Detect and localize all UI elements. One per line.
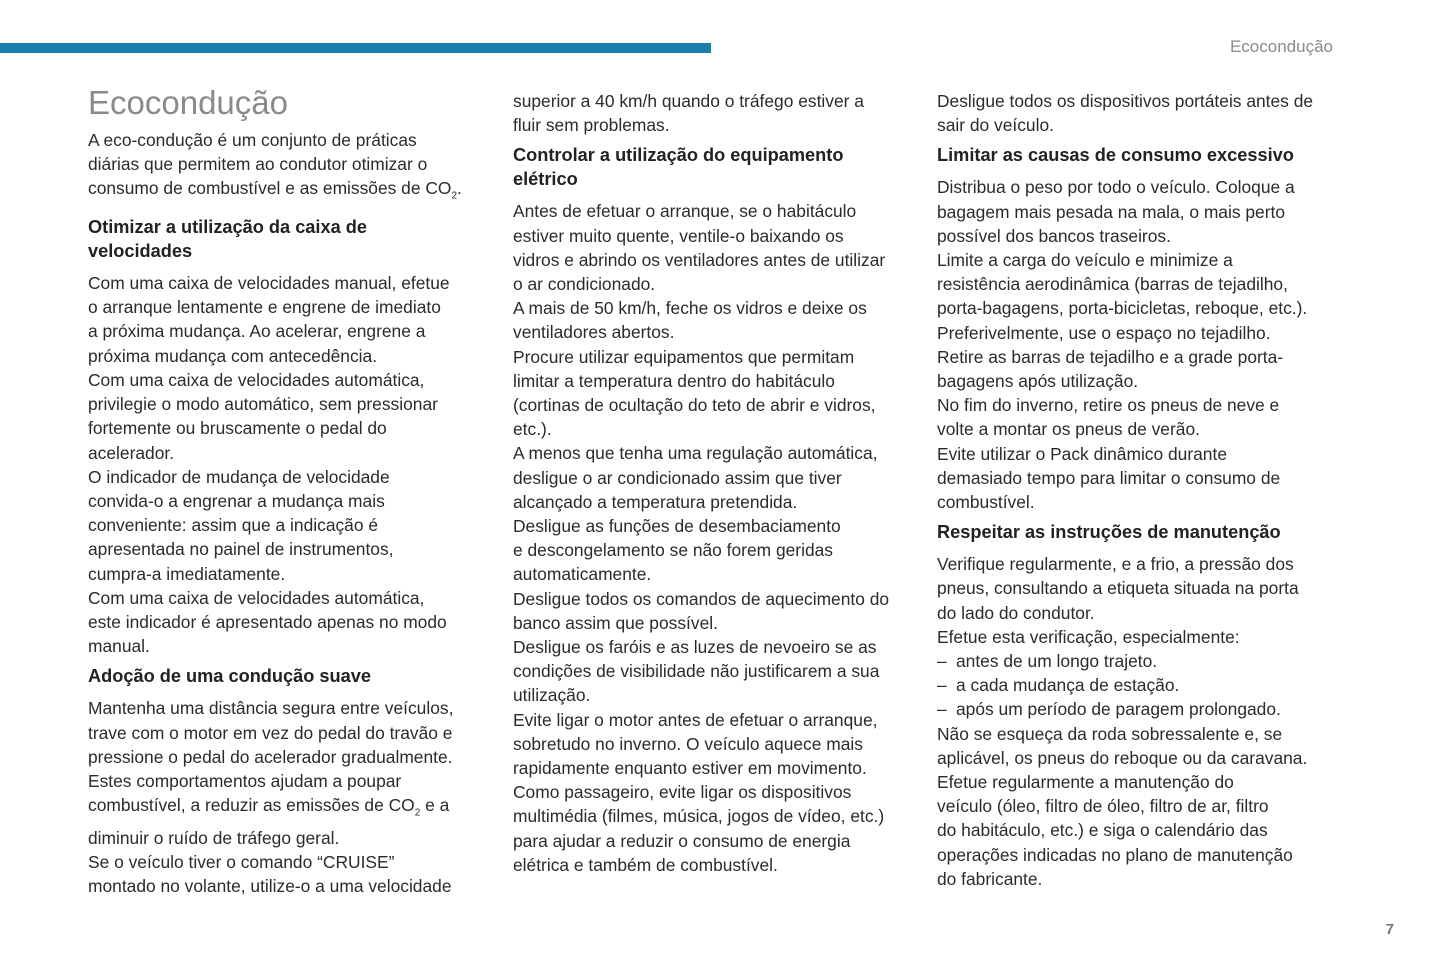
intro-paragraph: A eco-condução é um conjunto de práticas diárias que permitem ao condutor otimizar o consumo de combustível e as emissões de $CO_2$. bbox=[88, 130, 462, 202]
section-heading-smooth-driving: Adoção de uma condução suave bbox=[88, 666, 371, 687]
maintenance-paragraph: Verifique regularmente, e a frio, a pressão dos pneus, consultando a etiqueta situada na porta do lado do condutor. Efetue esta verificação, especialmente: bbox=[937, 554, 1299, 647]
continued-paragraph: Desligue todos os dispositivos portáteis antes de sair do veículo. bbox=[937, 91, 1314, 136]
dash-marker: – bbox=[937, 699, 947, 720]
continued-paragraph: superior a 40 km/h quando o tráfego estiver a fluir sem problemas. bbox=[513, 91, 864, 136]
column-2 bbox=[513, 89, 911, 877]
smooth-driving-paragraph: Mantenha uma distância segura entre veículos, trave com o motor em vez do pedal do travão e pressione o pedal do acelerador gradualmente. Estes comportamentos ajudam a poupar combustível, a reduzir as emissões de $CO_2$ e a diminuir o ruído de tráfego geral. Se o veículo tiver o comando “CRUISE” montado no volante, utilize-o a uma velocidade bbox=[88, 698, 454, 897]
list-item: – antes de um longo trajeto. bbox=[937, 649, 1335, 673]
list-item: – a cada mudança de estação. bbox=[937, 673, 1335, 697]
column-3 bbox=[937, 89, 1335, 891]
dash-marker: – bbox=[937, 651, 947, 672]
gearbox-paragraph: Com uma caixa de velocidades manual, efetue o arranque lentamente e engrene de imediato a próxima mudança. Ao acelerar, engrene a próxima mudança com antecedência. Com uma caixa de velocidades automática, privilegie o modo automático, sem pressionar fortemente ou bruscamente o pedal do acelerador. O indicador de mudança de velocidade convida-o a engrenar a mudança mais conveniente: assim que a indicação é apresentada no painel de instrumentos, cumpra-a imediatamente. Com uma caixa de velocidades automática, este indicador é apresentado apenas no modo manual. bbox=[88, 273, 450, 657]
column-1 bbox=[88, 84, 486, 898]
excessive-consumption-paragraph: Distribua o peso por todo o veículo. Coloque a bagagem mais pesada na mala, o mais perto possível dos bancos traseiros. Limite a carga do veículo e minimize a resistência aerodinâmica (barras de tejadilho, porta-bagagens, porta-bicicletas, reboque, etc.). Preferivelmente, use o espaço no tejadilho. Retire as barras de tejadilho e a grade porta- bagagens após utilização. No fim do inverno, retire os pneus de neve e volte a montar os pneus de verão. Evite utilizar o Pack dinâmico durante demasiado tempo para limitar o consumo de combustível. bbox=[937, 177, 1308, 513]
dash-marker: – bbox=[937, 675, 947, 696]
header-accent-bar bbox=[0, 43, 711, 53]
running-header: Ecocondução bbox=[1229, 37, 1333, 56]
section-heading-gearbox: Otimizar a utilização da caixa de velocidades bbox=[88, 217, 367, 262]
maintenance-paragraph-2: Não se esqueça da roda sobressalente e, se aplicável, os pneus do reboque ou da caravana. Efetue regularmente a manutenção do veículo (óleo, filtro de óleo, filtro de ar, filtro do habitáculo, etc.) e siga o calendário das operações indicadas no plano de manutenção do fabricante. bbox=[937, 723, 1308, 889]
page-number: 7 bbox=[1385, 921, 1394, 938]
section-heading-electrical: Controlar a utilização do equipamento elétrico bbox=[513, 145, 844, 190]
section-heading-excessive-consumption: Limitar as causas de consumo excessivo bbox=[937, 145, 1294, 166]
list-item: – após um período de paragem prolongado. bbox=[937, 697, 1335, 721]
electrical-paragraph: Antes de efetuar o arranque, se o habitáculo estiver muito quente, ventile-o baixando os vidros e abrindo os ventiladores antes de utilizar o ar condicionado. A mais de 50 km/h, feche os vidros e deixe os ventiladores abertos. Procure utilizar equipamentos que permitam limitar a temperatura dentro do habitáculo (cortinas de ocultação do teto de abrir e vidros, etc.). A menos que tenha uma regulação automática, desligue o ar condicionado assim que tiver alcançado a temperatura pretendida. Desligue as funções de desembaciamento e descongelamento se não forem geridas automaticamente. Desligue todos os comandos de aquecimento do banco assim que possível. Desligue os faróis e as luzes de nevoeiro se as condições de visibilidade não justificarem a sua utilização. Evite ligar o motor antes de efetuar o arranque, sobretudo no inverno. O veículo aquece mais rapidamente enquanto estiver em movimento. Como passageiro, evite ligar os dispositivos multimédia (filmes, música, jogos de vídeo, etc.) para ajudar a reduzir o consumo de energia elétrica e também de combustível. bbox=[513, 201, 890, 875]
section-heading-maintenance: Respeitar as instruções de manutenção bbox=[937, 522, 1281, 543]
page-title: Ecocondução bbox=[88, 84, 288, 121]
